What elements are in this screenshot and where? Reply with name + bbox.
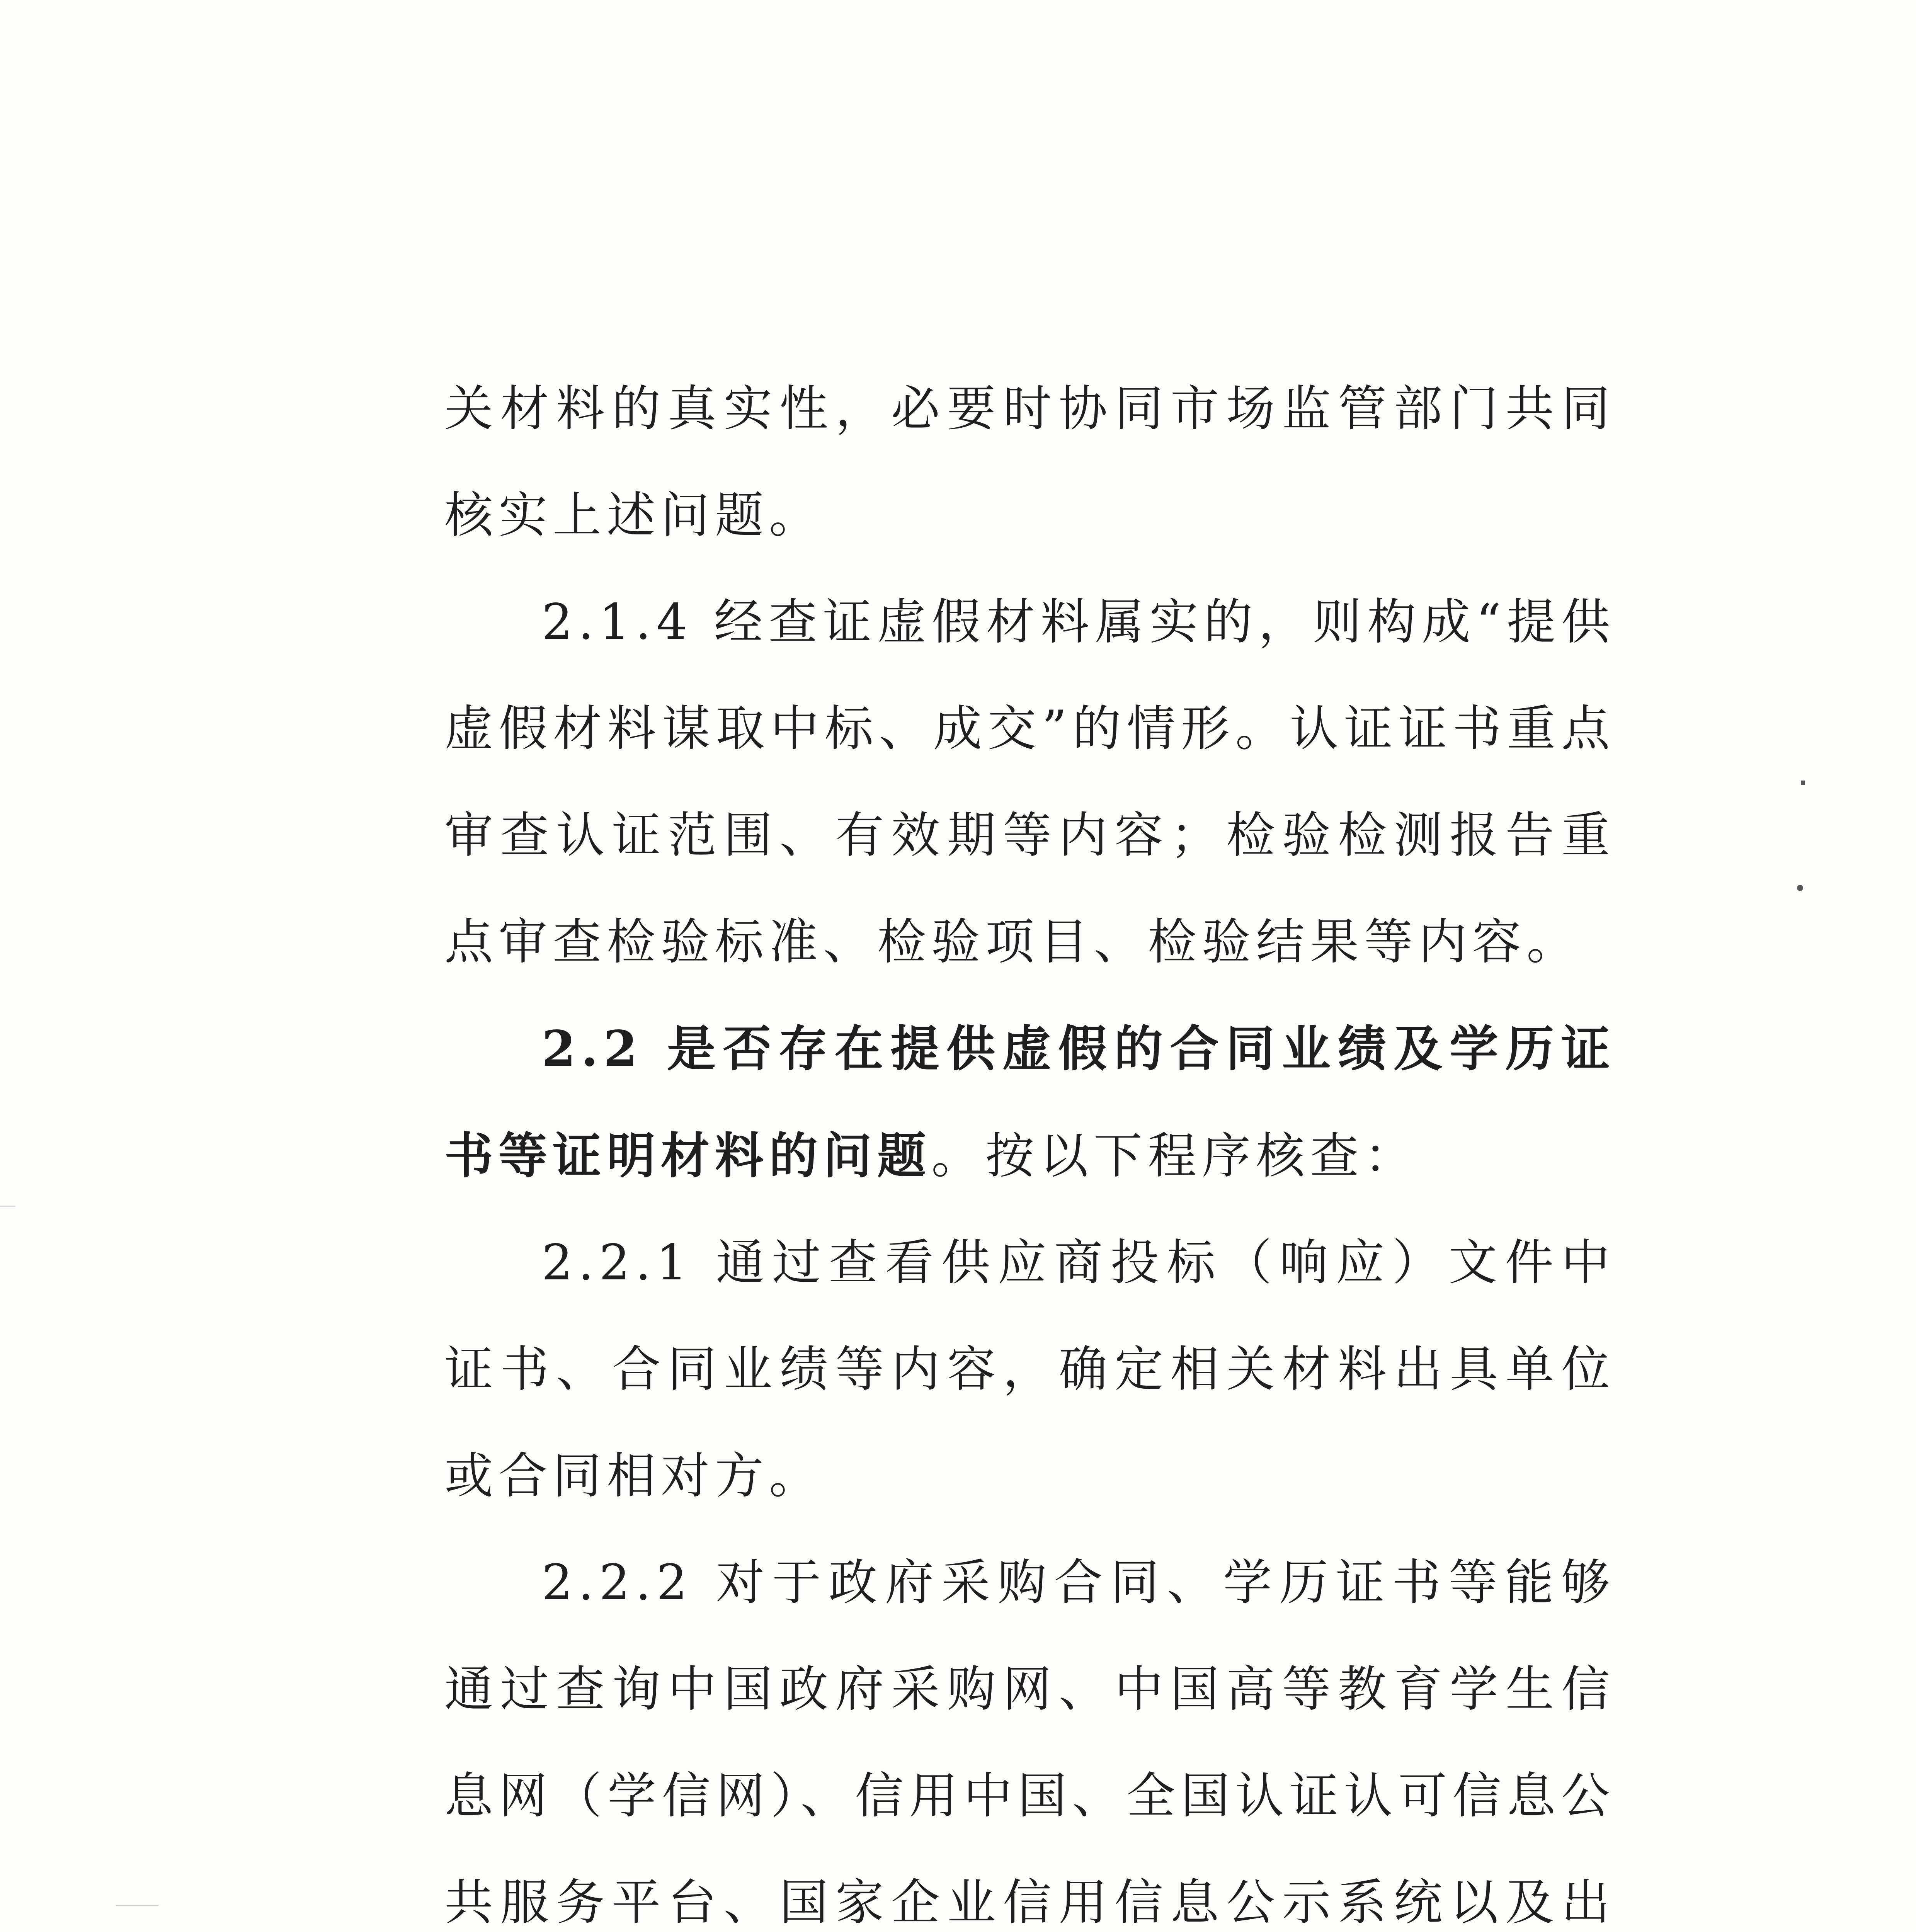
paragraph-2-2-1 [444, 1209, 1615, 1529]
paragraph-text: 2.1.4 经查证虚假材料属实的，则构成“提供虚假材料谋取中标、成交”的情形。认证证书重点审查认证范围、有效期等内容；检验检测报告重点审查检验标准、检验项目、检验结果等内容。 [444, 594, 1615, 970]
paragraph-2-2-heading [444, 995, 1615, 1209]
paragraph-text: 2.2.1 通过查看供应商投标（响应）文件中证书、合同业绩等内容，确定相关材料出具单位或合同相对方。 [444, 1234, 1615, 1504]
section-heading-bold: 2.2 是否存在提供虚假的合同业绩及学历证书等证明材料的问题 [444, 1020, 1615, 1184]
paragraph-text: 。按以下程序核查： [931, 1128, 1418, 1184]
document-body [444, 355, 1615, 1932]
scan-line [116, 1905, 158, 1906]
paragraph-text: 2.2.2 对于政府采购合同、学历证书等能够通过查询中国政府采购网、中国高等教育学生信息网（学信网）、信用中国、全国认证认可信息公共服务平台、国家企业信用信息公示系统以及出 [444, 1554, 1615, 1931]
scan-dot [1797, 885, 1803, 891]
paragraph-text: 关材料的真实性，必要时协同市场监管部门共同核实上述问题。 [444, 380, 1615, 544]
paragraph-continuation [444, 355, 1615, 569]
paragraph-2-1-4 [444, 569, 1615, 995]
paragraph-2-2-2 [444, 1529, 1615, 1932]
scan-line [0, 1206, 15, 1207]
scan-dot [1801, 781, 1805, 785]
